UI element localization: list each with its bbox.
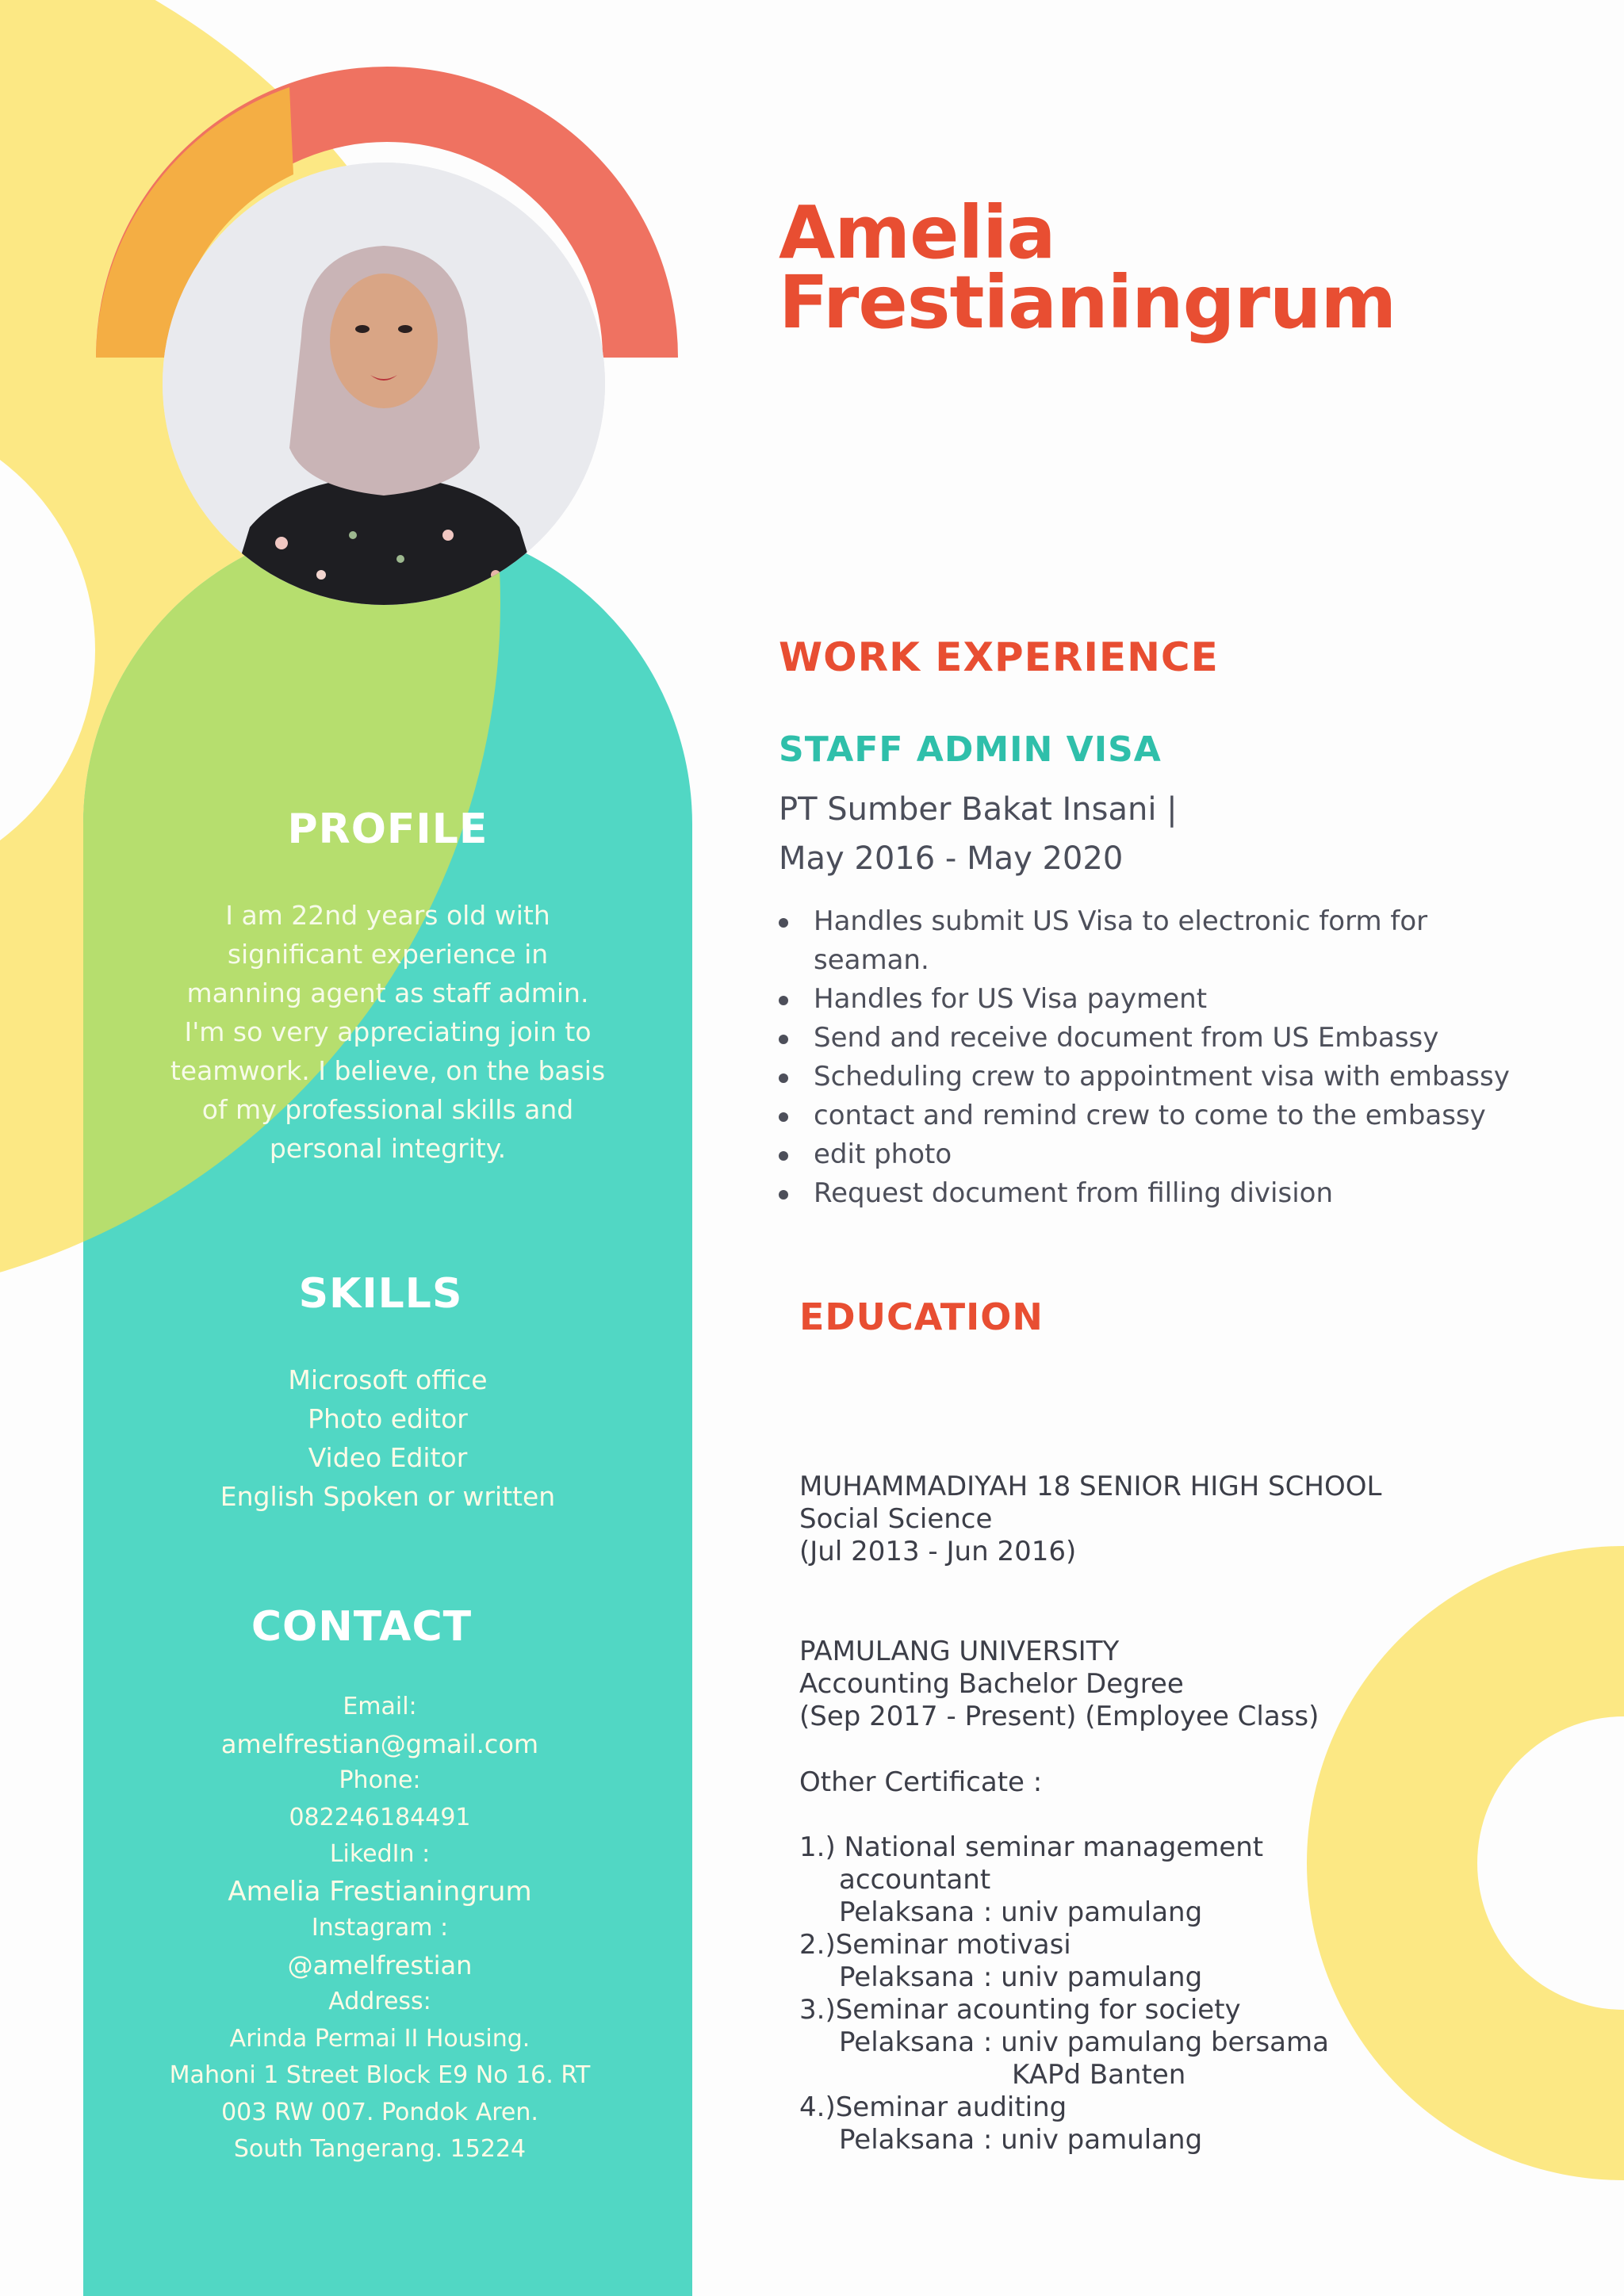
instagram-label: Instagram : (311, 1914, 449, 1942)
email-label: Email: (343, 1693, 417, 1720)
certificate-title: 2.)Seminar motivasi (799, 1929, 1071, 1961)
duty-item: Request document from filling division (779, 1174, 1510, 1213)
instagram-link[interactable]: @amelfrestian (287, 1950, 473, 1980)
contact-details (75, 1689, 684, 2168)
duty-item: Handles submit US Visa to electronic form for (779, 902, 1510, 941)
school-period: (Jul 2013 - Jun 2016) (799, 1536, 1077, 1567)
company-name: PT Sumber Bakat Insani | (779, 791, 1178, 828)
education-school-2 (799, 1636, 1319, 1733)
skill-item: English Spoken or written (220, 1481, 556, 1512)
duty-item: Send and receive document from US Embassy (779, 1019, 1510, 1058)
school-major: Accounting Bachelor Degree (799, 1668, 1184, 1700)
linkedin-link[interactable]: Amelia Frestianingrum (228, 1875, 532, 1908)
school-major: Social Science (799, 1503, 993, 1535)
duty-item: contact and remind crew to come to the embassy (779, 1096, 1510, 1135)
duty-item: Scheduling crew to appointment visa with embassy (779, 1058, 1510, 1096)
profile-line: teamwork. I believe, on the basis (170, 1055, 606, 1086)
profile-line: of my professional skills and (201, 1094, 574, 1125)
profile-line: I am 22nd years old with (225, 900, 550, 931)
skill-item: Photo editor (308, 1403, 468, 1434)
phone-label: Phone: (339, 1766, 421, 1794)
address-label: Address: (328, 1988, 431, 2015)
certificate-title-continued: accountant (839, 1864, 991, 1896)
certificates-block (799, 1766, 1329, 2156)
certificate-organizer: Pelaksana : univ pamulang (839, 2124, 1203, 2156)
certificate-title: 3.)Seminar acounting for society (799, 1994, 1241, 2026)
first-name: Amelia (779, 190, 1055, 275)
certificate-organizer: Pelaksana : univ pamulang (839, 1896, 1203, 1928)
profile-photo (163, 163, 605, 605)
email-link[interactable]: amelfrestian@gmail.com (220, 1728, 539, 1759)
education-school-1 (799, 1471, 1381, 1568)
skills-list (83, 1360, 692, 1516)
certificates-heading: Other Certificate : (799, 1766, 1043, 1798)
duty-item: edit photo (779, 1135, 1510, 1174)
school-period: (Sep 2017 - Present) (Employee Class) (799, 1701, 1320, 1732)
duty-item-continued: seaman. (814, 944, 929, 976)
certificate-organizer: Pelaksana : univ pamulang (839, 1961, 1203, 1993)
certificate-title: 1.) National seminar management (799, 1831, 1264, 1863)
profile-line: I'm so very appreciating join to (184, 1016, 592, 1047)
skill-item: Microsoft office (288, 1364, 488, 1395)
skills-heading: SKILLS (298, 1270, 463, 1318)
address-line: South Tangerang. 15224 (233, 2135, 527, 2163)
certificate-organizer-continued: KAPd Banten (1012, 2059, 1186, 2091)
contact-heading: CONTACT (251, 1603, 473, 1651)
address-line: Mahoni 1 Street Block E9 No 16. RT (169, 2061, 591, 2089)
job-title: STAFF ADMIN VISA (779, 729, 1162, 770)
profile-line: personal integrity. (269, 1133, 507, 1164)
skill-item: Video Editor (308, 1442, 468, 1473)
profile-heading: PROFILE (287, 806, 488, 853)
duty-item: Handles for US Visa payment (779, 980, 1510, 1019)
work-period: May 2016 - May 2020 (779, 840, 1124, 877)
work-experience-heading: WORK EXPERIENCE (779, 634, 1219, 680)
linkedin-label: LikedIn : (329, 1840, 431, 1868)
duties-list (779, 902, 1510, 1213)
address-line: Arinda Permai II Housing. (229, 2024, 530, 2053)
phone-number[interactable]: 082246184491 (289, 1803, 471, 1831)
school-name: MUHAMMADIYAH 18 SENIOR HIGH SCHOOL (799, 1471, 1382, 1502)
profile-line: significant experience in (227, 939, 549, 970)
profile-text (83, 896, 692, 1168)
last-name: Frestianingrum (779, 260, 1396, 345)
certificate-title: 4.)Seminar auditing (799, 2091, 1067, 2123)
address-line: 003 RW 007. Pondok Aren. (221, 2098, 538, 2126)
profile-line: manning agent as staff admin. (186, 978, 589, 1008)
education-heading: EDUCATION (799, 1295, 1044, 1338)
company-block (779, 785, 1178, 883)
candidate-name (779, 190, 1396, 345)
certificate-organizer: Pelaksana : univ pamulang bersama (839, 2026, 1329, 2058)
school-name: PAMULANG UNIVERSITY (799, 1636, 1120, 1667)
